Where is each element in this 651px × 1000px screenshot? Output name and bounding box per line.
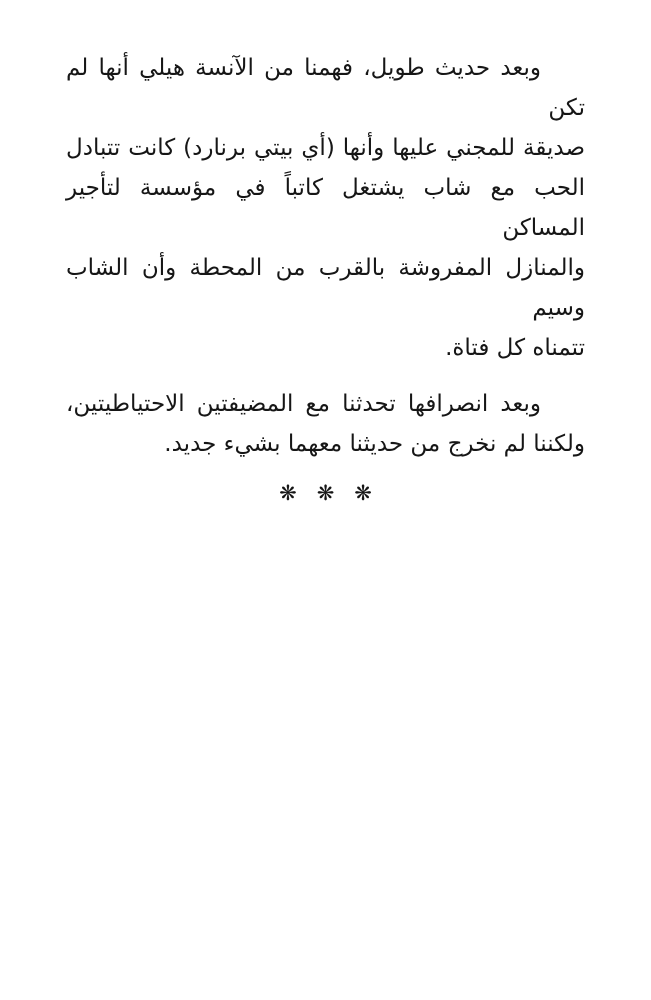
paragraph-line: تتمناه كل فتاة. [445, 335, 585, 361]
paragraph-line: وبعد انصرافها تحدثنا مع المضيفتين الاحتياطيتين، [66, 391, 541, 417]
asterisk-separator [66, 480, 585, 506]
asterisk-icon: ❋ [354, 481, 372, 505]
paragraph-line: والمنازل المفروشة بالقرب من المحطة وأن الشاب وسيم [66, 255, 585, 321]
asterisk-icon: ❋ [316, 481, 335, 505]
paragraph-1 [66, 48, 585, 368]
paragraph-line: صديقة للمجني عليها وأنها (أي بيتي برنارد) كانت تتبادل [66, 135, 585, 161]
paragraph-line: الحب مع شاب يشتغل كاتباً في مؤسسة لتأجير المساكن [66, 175, 585, 241]
paragraph-2 [66, 384, 585, 464]
paragraph-line: وبعد حديث طويل، فهمنا من الآنسة هيلي أنها لم تكن [66, 55, 585, 121]
paragraph-line: ولكننا لم نخرج من حديثنا معهما بشيء جديد. [164, 431, 585, 457]
asterisk-icon: ❋ [279, 481, 297, 505]
